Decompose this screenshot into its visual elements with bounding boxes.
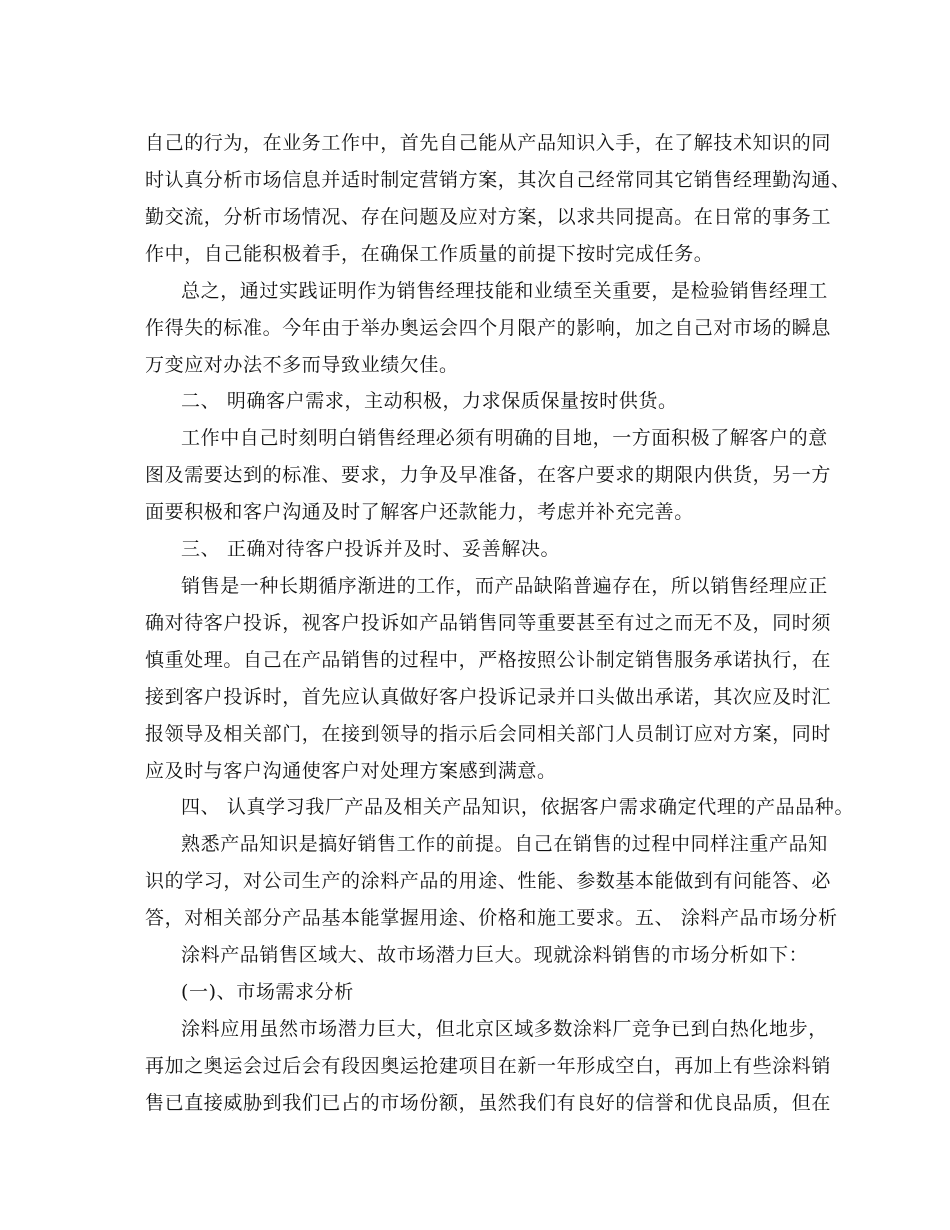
paragraph-first-line: 总之，通过实践证明作为销售经理技能和业绩至关重要，是检验销售经理工 bbox=[181, 280, 828, 302]
text-line: 确对待客户投诉，视客户投诉如产品销售同等重要甚至有过之而无不及，同时须 bbox=[145, 612, 832, 634]
paragraph-first-line: 销售是一种长期循序渐进的工作，而产品缺陷普遍存在，所以销售经理应正 bbox=[181, 575, 828, 597]
paragraph-first-line: 涂料应用虽然市场潜力巨大，但北京区域多数涂料厂竞争已到白热化地步， bbox=[181, 1018, 828, 1040]
text-line: 图及需要达到的标准、要求，力争及早准备，在客户要求的期限内供货，另一方 bbox=[145, 464, 832, 486]
text-line: 时认真分析市场信息并适时制定营销方案，其次自己经常同其它销售经理勤沟通、 bbox=[145, 169, 851, 191]
text-line: 接到客户投诉时，首先应认真做好客户投诉记录并口头做出承诺，其次应及时汇 bbox=[145, 686, 832, 708]
paragraph-first-line: 涂料产品销售区域大、故市场潜力巨大。现就涂料销售的市场分析如下： bbox=[181, 944, 809, 966]
text-line: 勤交流，分析市场情况、存在问题及应对方案，以求共同提高。在日常的事务工 bbox=[145, 206, 832, 228]
paragraph-first-line: 熟悉产品知识是搞好销售工作的前提。自己在销售的过程中同样注重产品知 bbox=[181, 833, 828, 855]
text-line: 应及时与客户沟通使客户对处理方案感到满意。 bbox=[145, 760, 557, 782]
section-heading: 二、 明确客户需求，主动积极，力求保质保量按时供货。 bbox=[181, 390, 678, 412]
text-line: 作中，自己能积极着手，在确保工作质量的前提下按时完成任务。 bbox=[145, 243, 714, 265]
text-line: 售已直接威胁到我们已占的市场份额，虽然我们有良好的信誉和优良品质，但在 bbox=[145, 1092, 832, 1114]
text-line: 慎重处理。自己在产品销售的过程中，严格按照公讣制定销售服务承诺执行，在 bbox=[145, 649, 832, 671]
section-heading: 三、 正确对待客户投诉并及时、妥善解决。 bbox=[181, 538, 561, 560]
text-line: 万变应对办法不多而导致业绩欠佳。 bbox=[145, 354, 459, 376]
text-line: 报领导及相关部门，在接到领导的指示后会同相关部门人员制订应对方案，同时 bbox=[145, 723, 832, 745]
section-heading: 四、 认真学习我厂产品及相关产品知识，依据客户需求确定代理的产品品种。 bbox=[181, 796, 855, 818]
text-line: 面要积极和客户沟通及时了解客户还款能力，考虑并补充完善。 bbox=[145, 501, 694, 523]
text-line: 再加之奥运会过后会有段因奥运抢建项目在新一年形成空白，再加上有些涂料销 bbox=[145, 1055, 832, 1077]
text-line: 答，对相关部分产品基本能掌握用途、价格和施工要求。五、 涂料产品市场分析 bbox=[145, 907, 838, 929]
text-line: 自己的行为，在业务工作中，首先自己能从产品知识入手，在了解技术知识的同 bbox=[145, 132, 832, 154]
text-line: 识的学习，对公司生产的涂料产品的用途、性能、参数基本能做到有问能答、必 bbox=[145, 870, 832, 892]
text-line: 作得失的标准。今年由于举办奥运会四个月限产的影响，加之自己对市场的瞬息 bbox=[145, 317, 832, 339]
paragraph-first-line: 工作中自己时刻明白销售经理必须有明确的目地，一方面积极了解客户的意 bbox=[181, 427, 828, 449]
subsection-heading: (一)、市场需求分析 bbox=[181, 981, 354, 1003]
